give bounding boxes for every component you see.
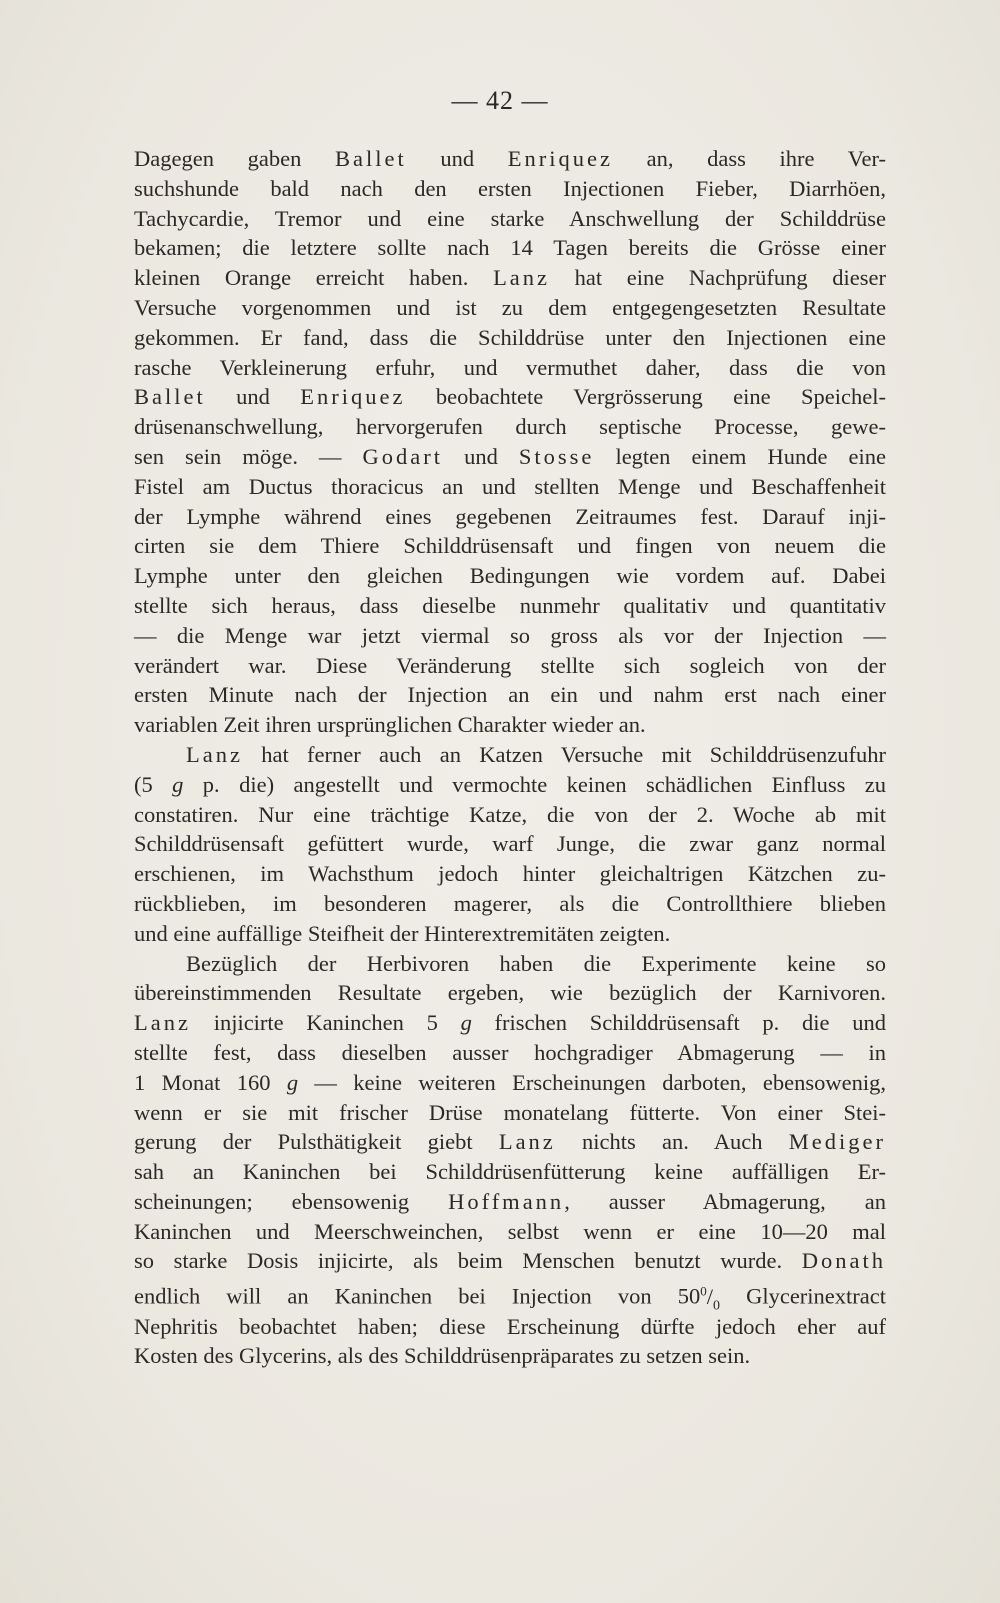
text-segment: (5 bbox=[134, 771, 173, 797]
text-line bbox=[134, 1187, 886, 1217]
text-segment: gerung der Pulsthätigkeit giebt bbox=[134, 1129, 499, 1155]
text-segment: der Lymphe während eines gegebenen Zeitraumes fest. Darauf inji- bbox=[134, 503, 886, 529]
text-line bbox=[134, 1127, 886, 1157]
text-segment: scheinungen; ebensowenig bbox=[134, 1188, 449, 1214]
text-segment: und bbox=[443, 443, 519, 469]
text-line bbox=[134, 502, 886, 532]
author-name: Stosse bbox=[518, 443, 595, 469]
text-segment: und bbox=[205, 384, 301, 410]
text-segment: stellte fest, dass dieselben ausser hochgradiger Abmagerung — in bbox=[134, 1039, 886, 1065]
text-segment: erschienen, im Wachsthum jedoch hinter gleichaltrigen Kätzchen zu- bbox=[134, 861, 886, 887]
text-line bbox=[134, 263, 886, 293]
text-segment: bekamen; die letztere sollte nach 14 Tagen bereits die Grösse einer bbox=[134, 235, 886, 261]
author-name: Ballet bbox=[134, 384, 206, 410]
text-line bbox=[134, 293, 886, 323]
text-line bbox=[134, 144, 886, 174]
text-segment: nichts an. Auch bbox=[555, 1129, 789, 1155]
text-segment: suchshunde bald nach den ersten Injectionen Fieber, Diarrhöen, bbox=[134, 175, 886, 201]
text-line bbox=[134, 1098, 886, 1128]
text-line bbox=[134, 1312, 886, 1342]
text-line bbox=[134, 710, 886, 740]
text-segment: Schilddrüsensaft gefüttert wurde, warf Junge, die zwar ganz normal bbox=[134, 831, 886, 857]
text-line bbox=[134, 382, 886, 412]
text-line bbox=[134, 353, 886, 383]
text-segment: beobachtete Vergrösserung eine Speichel- bbox=[405, 384, 886, 410]
text-segment: endlich will an Kaninchen bei Injection von 50 bbox=[134, 1283, 701, 1309]
text-line bbox=[134, 531, 886, 561]
author-name: Mediger bbox=[788, 1129, 886, 1155]
text-segment: wenn er sie mit frischer Drüse monatelang fütterte. Von einer Stei- bbox=[134, 1099, 886, 1125]
text-segment: rückblieben, im besonderen magerer, als die Controllthiere blieben bbox=[134, 890, 886, 916]
text-segment: Glycerinextract bbox=[720, 1283, 887, 1309]
text-segment: übereinstimmenden Resultate ergeben, wie bezüglich der Karnivoren. bbox=[134, 980, 886, 1006]
text-segment: Nephritis beobachtet haben; diese Erscheinung dürfte jedoch eher auf bbox=[134, 1313, 886, 1339]
text-segment: verändert war. Diese Veränderung stellte sich sogleich von der bbox=[134, 652, 886, 678]
text-segment: hat ferner auch an Katzen Versuche mit Schilddrüsenzufuhr bbox=[242, 741, 886, 767]
text-segment: Dagegen gaben bbox=[134, 146, 335, 171]
text-line bbox=[134, 591, 886, 621]
unit-symbol: g bbox=[460, 1010, 472, 1036]
text-segment: legten einem Hunde eine bbox=[594, 443, 886, 469]
page-number: — 42 — bbox=[451, 86, 549, 115]
author-name: Hoffmann bbox=[448, 1188, 565, 1214]
text-segment: kleinen Orange erreicht haben. bbox=[134, 265, 494, 291]
text-line bbox=[134, 1038, 886, 1068]
text-line bbox=[134, 1341, 886, 1371]
text-segment: hat eine Nachprüfung dieser bbox=[550, 265, 886, 291]
text-line bbox=[134, 621, 886, 651]
author-name: Ballet bbox=[334, 146, 407, 171]
text-line bbox=[134, 412, 886, 442]
text-line bbox=[134, 472, 886, 502]
text-segment: und bbox=[406, 146, 508, 171]
text-segment: — keine weiteren Erscheinungen darboten, ebensowenig, bbox=[298, 1069, 886, 1095]
text-segment: injicirte Kaninchen 5 bbox=[190, 1010, 461, 1036]
unit-symbol: g bbox=[286, 1069, 299, 1095]
text-segment: — die Menge war jetzt viermal so gross als vor der Injection — bbox=[134, 622, 886, 648]
text-segment: 1 Monat 160 bbox=[134, 1069, 287, 1095]
text-segment: drüsenanschwellung, hervorgerufen durch septische Processe, gewe- bbox=[134, 414, 886, 440]
text-line bbox=[134, 442, 886, 472]
text-line bbox=[134, 740, 886, 770]
author-name: Donath bbox=[801, 1248, 886, 1274]
text-segment: gekommen. Er fand, dass die Schilddrüse unter den Injectionen eine bbox=[134, 324, 886, 350]
text-segment: Lymphe unter den gleichen Bedingungen wie vordem auf. Dabei bbox=[134, 563, 886, 589]
author-name: Lanz bbox=[498, 1129, 556, 1155]
text-segment: und eine auffällige Steifheit der Hinterextremitäten zeigten. bbox=[134, 920, 671, 946]
text-line bbox=[134, 204, 886, 234]
text-line bbox=[134, 1068, 886, 1098]
text-segment: sah an Kaninchen bei Schilddrüsenfütterung keine auffälligen Er- bbox=[134, 1159, 886, 1185]
author-name: Lanz bbox=[493, 265, 551, 291]
text-line bbox=[134, 1246, 886, 1276]
text-line bbox=[134, 770, 886, 800]
text-segment: frischen Schilddrüsensaft p. die und bbox=[471, 1010, 886, 1036]
text-segment: ersten Minute nach der Injection an ein und nahm erst nach einer bbox=[134, 682, 886, 708]
text-segment: Bezüglich der Herbivoren haben die Experimente keine so bbox=[186, 950, 886, 976]
text-segment: variablen Zeit ihren ursprünglichen Charakter wieder an. bbox=[134, 712, 646, 738]
text-segment: sen sein möge. — bbox=[134, 443, 363, 469]
percent-sign: $^0/_0$ bbox=[700, 1283, 720, 1314]
text-segment: Kaninchen und Meerschweinchen, selbst wenn er eine 10—20 mal bbox=[134, 1218, 886, 1244]
text-line bbox=[134, 323, 886, 353]
text-segment: so starke Dosis injicirte, als beim Menschen benutzt wurde. bbox=[134, 1248, 802, 1274]
text-line bbox=[134, 889, 886, 919]
text-line bbox=[134, 1008, 886, 1038]
text-line bbox=[134, 978, 886, 1008]
text-segment: Fistel am Ductus thoracicus an und stellten Menge und Beschaffenheit bbox=[134, 473, 886, 499]
text-segment: Tachycardie, Tremor und eine starke Anschwellung der Schilddrüse bbox=[134, 205, 886, 231]
text-line bbox=[134, 561, 886, 591]
text-line bbox=[134, 1217, 886, 1247]
text-segment: p. die) angestellt und vermochte keinen schädlichen Einfluss zu bbox=[183, 771, 886, 797]
author-name: Godart bbox=[362, 443, 444, 469]
author-name: Lanz bbox=[186, 741, 243, 767]
author-name: Enriquez bbox=[300, 384, 406, 410]
text-line bbox=[134, 859, 886, 889]
author-name: Enriquez bbox=[507, 146, 613, 171]
text-line bbox=[134, 919, 886, 949]
text-line bbox=[134, 949, 886, 979]
text-segment: an, dass ihre Ver- bbox=[612, 146, 886, 171]
text-line bbox=[134, 829, 886, 859]
text-segment: , ausser Abmagerung, an bbox=[564, 1188, 886, 1214]
text-segment: Versuche vorgenommen und ist zu dem entgegengesetzten Resultate bbox=[134, 294, 886, 320]
unit-symbol: g bbox=[172, 771, 184, 797]
text-line bbox=[134, 651, 886, 681]
author-name: Lanz bbox=[134, 1010, 191, 1036]
text-line bbox=[134, 680, 886, 710]
text-segment: rasche Verkleinerung erfuhr, und vermuthet daher, dass die von bbox=[134, 354, 886, 380]
text-line bbox=[134, 1157, 886, 1187]
text-line bbox=[134, 233, 886, 263]
text-segment: stellte sich heraus, dass dieselbe nunmehr qualitativ und quantitativ bbox=[134, 592, 886, 618]
text-line bbox=[134, 1276, 887, 1314]
text-line bbox=[134, 800, 886, 830]
text-segment: constatiren. Nur eine trächtige Katze, die von der 2. Woche ab mit bbox=[134, 801, 886, 827]
text-segment: cirten sie dem Thiere Schilddrüsensaft und fingen von neuem die bbox=[134, 533, 886, 559]
text-line bbox=[134, 174, 886, 204]
body-text bbox=[134, 144, 886, 1371]
text-segment: Kosten des Glycerins, als des Schilddrüsenpräparates zu setzen sein. bbox=[134, 1343, 751, 1369]
